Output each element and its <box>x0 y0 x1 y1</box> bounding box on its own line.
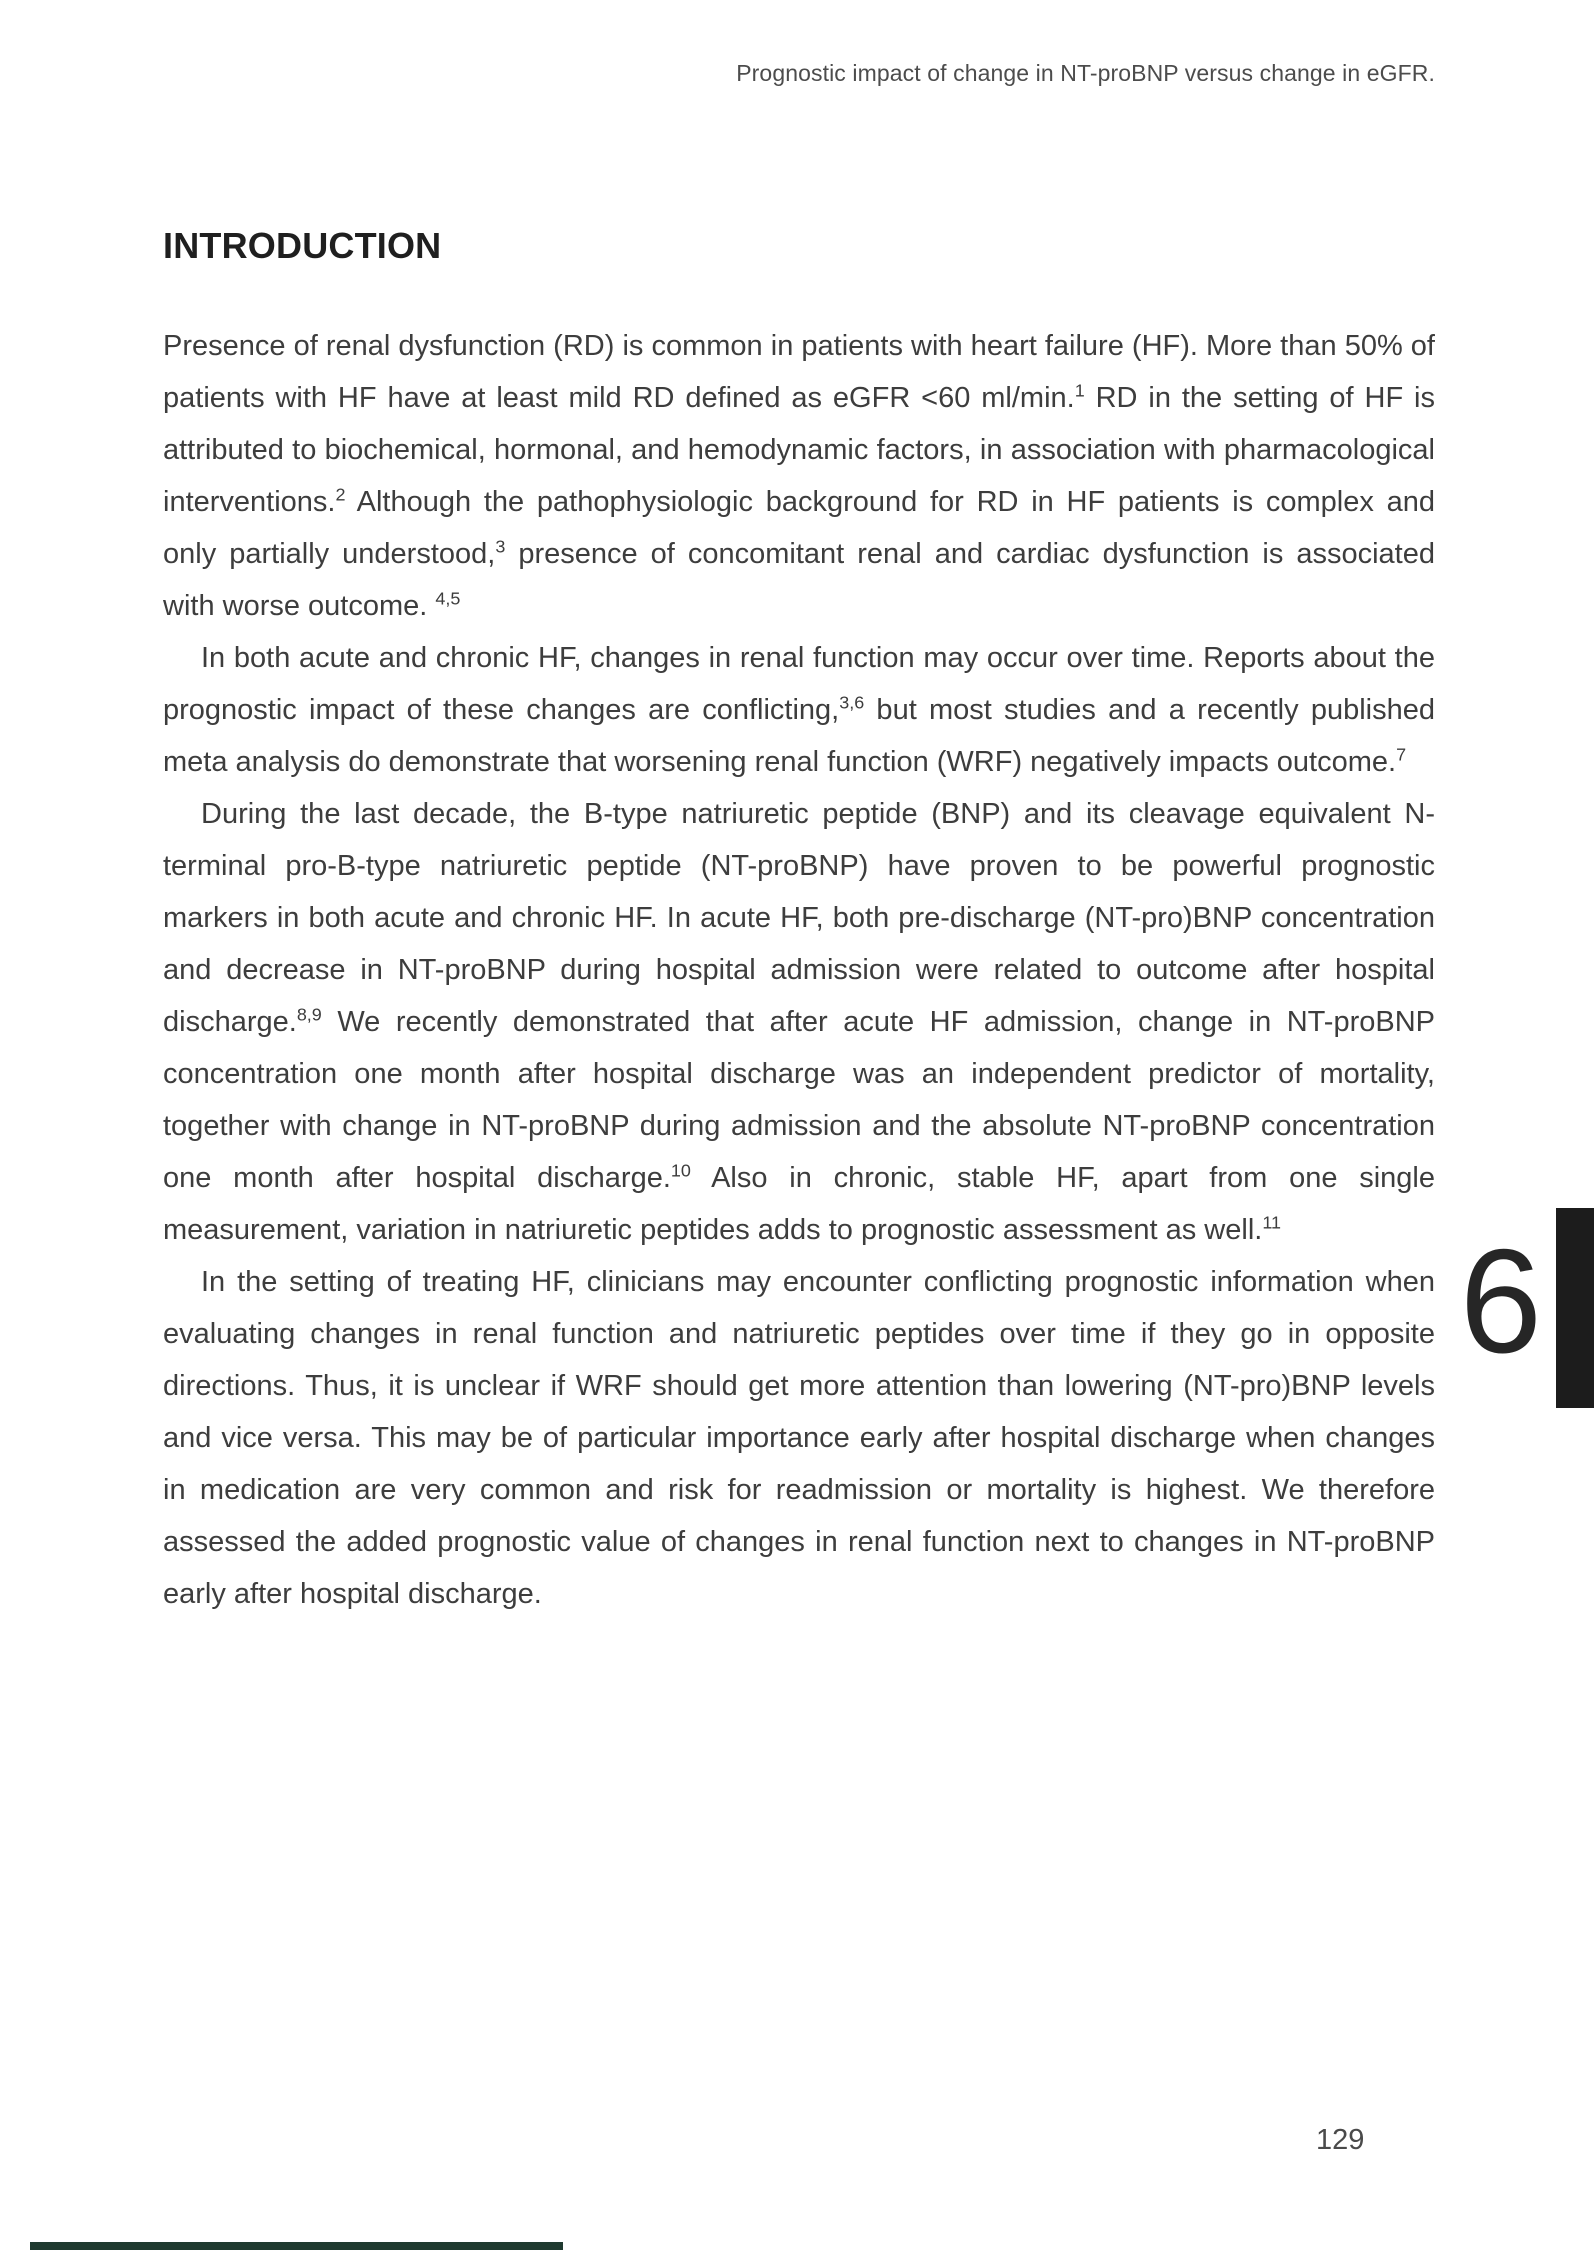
section-title: INTRODUCTION <box>163 225 442 266</box>
reference-superscript: 10 <box>670 1160 691 1181</box>
chapter-marker <box>1414 1208 1594 1408</box>
footer-accent-bar <box>30 2242 563 2250</box>
paragraph: During the last decade, the B-type natriuretic peptide (BNP) and its cleavage equivalent N-terminal pro-B-type natriuretic peptide (NT-proBNP) have proven to be powerful prognostic markers in both acute and chronic HF. In acute HF, both pre-discharge (NT-pro)BNP concentration and decrease in NT-proBNP during hospital admission were related to outcome after hospital discharge.$^{8,9}$ We recently demonstrated that after acute HF admission, change in NT-proBNP concentration one month after hospital discharge was an independent predictor of mortality, together with change in NT-proBNP during admission and the absolute NT-proBNP concentration one month after hospital discharge.$^{10}$ Also in chronic, stable HF, apart from one single measurement, variation in natriuretic peptides adds to prognostic assessment as well.$^{11}$ <box>163 798 1436 1246</box>
reference-superscript: 11 <box>1262 1212 1281 1233</box>
reference-superscript: 2 <box>335 484 346 505</box>
chapter-number: 6 <box>1459 1219 1542 1385</box>
chapter-tab-block <box>1556 1208 1594 1408</box>
paragraph: In the setting of treating HF, clinicians may encounter conflicting prognostic information when evaluating changes in renal function and natriuretic peptides over time if they go in opposite directions. Thus, it is unclear if WRF should get more attention than lowering (NT-pro)BNP levels and vice versa. This may be of particular importance early after hospital discharge when changes in medication are very common and risk for readmission or mortality is highest. We therefore assessed the added prognostic value of changes in renal function next to changes in NT-proBNP early after hospital discharge. <box>163 1266 1435 1610</box>
reference-superscript: 8,9 <box>296 1004 322 1025</box>
reference-superscript: 1 <box>1074 380 1085 401</box>
reference-superscript: 7 <box>1396 744 1407 765</box>
reference-superscript: 3,6 <box>839 692 865 713</box>
paragraph: Presence of renal dysfunction (RD) is common in patients with heart failure (HF). More than 50% of patients with HF have at least mild RD defined as eGFR <60 ml/min.$^1$ RD in the setting of HF is attributed to biochemical, hormonal, and hemodynamic factors, in association with pharmacological interventions.$^2$ Although the pathophysiologic background for RD in HF patients is complex and only partially understood,$^3$ presence of concomitant renal and cardiac dysfunction is associated with worse outcome. $^{4,5}$ <box>163 330 1436 622</box>
reference-superscript: 4,5 <box>435 588 461 609</box>
paragraph: In both acute and chronic HF, changes in renal function may occur over time. Reports about the prognostic impact of these changes are conflicting,$^{3,6}$ but most studies and a recently published meta analysis do demonstrate that worsening renal function (WRF) negatively impacts outcome.$^7$ <box>163 642 1436 778</box>
body-text <box>163 320 1435 1620</box>
reference-superscript: 3 <box>495 536 506 557</box>
page-number: 129 <box>1316 2124 1365 2156</box>
running-header: Prognostic impact of change in NT-proBNP versus change in eGFR. <box>736 60 1435 86</box>
